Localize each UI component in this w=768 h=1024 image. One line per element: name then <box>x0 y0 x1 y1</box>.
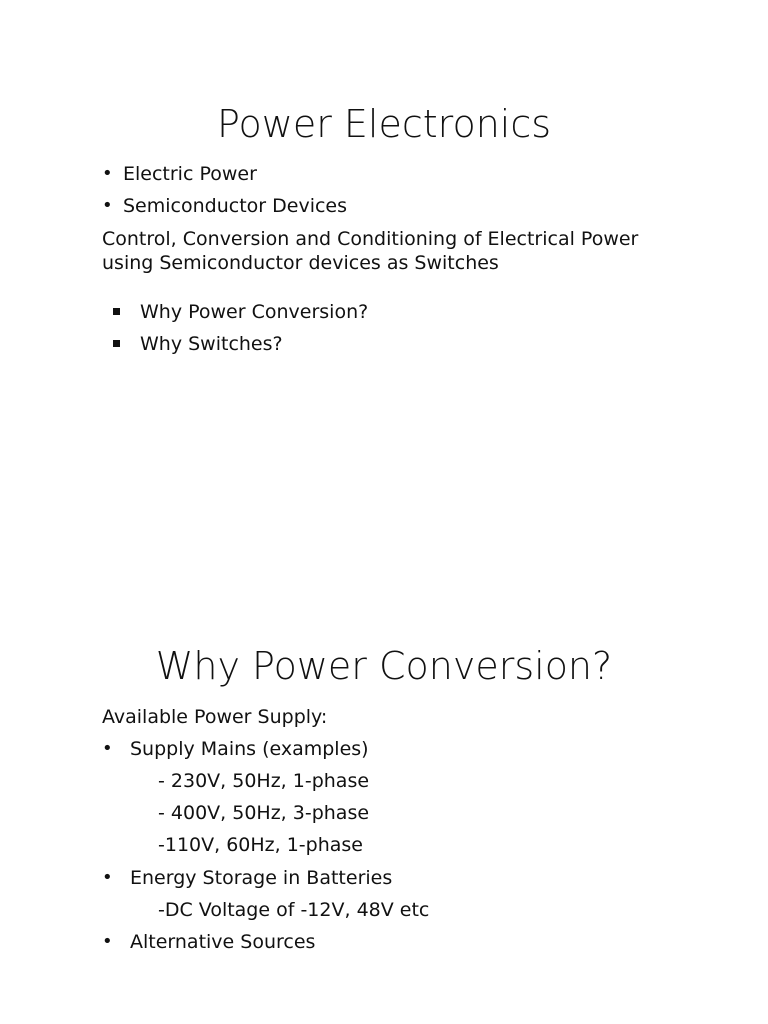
bullet-icon: • <box>102 195 113 216</box>
bullet-icon: • <box>102 738 113 759</box>
subitem-400v: - 400V, 50Hz, 3-phase <box>158 802 370 824</box>
question-why-switches: Why Switches? <box>140 333 283 355</box>
question-why-power-conversion: Why Power Conversion? <box>140 301 369 323</box>
square-bullet-icon <box>113 340 120 347</box>
bullet-item-semiconductor-devices: Semiconductor Devices <box>123 195 348 217</box>
subitem-230v: - 230V, 50Hz, 1-phase <box>158 770 370 792</box>
item-supply-mains: Supply Mains (examples) <box>130 738 369 760</box>
subitem-dc-voltage: -DC Voltage of -12V, 48V etc <box>158 899 430 921</box>
subitem-110v: -110V, 60Hz, 1-phase <box>158 834 363 856</box>
slide-title: Power Electronics <box>216 102 552 146</box>
bullet-icon: • <box>102 931 113 952</box>
slide-why-power-conversion <box>0 512 768 1024</box>
bullet-icon: • <box>102 163 113 184</box>
bullet-item-electric-power: Electric Power <box>123 163 257 185</box>
paragraph-line-1: Control, Conversion and Conditioning of Electrical Power <box>102 228 639 250</box>
paragraph-line-2: using Semiconductor devices as Switches <box>102 252 499 274</box>
intro-text: Available Power Supply: <box>102 706 328 728</box>
item-energy-storage: Energy Storage in Batteries <box>130 867 393 889</box>
item-alternative-sources: Alternative Sources <box>130 931 316 953</box>
slide-title: Why Power Conversion? <box>155 644 613 688</box>
square-bullet-icon <box>113 308 120 315</box>
bullet-icon: • <box>102 867 113 888</box>
